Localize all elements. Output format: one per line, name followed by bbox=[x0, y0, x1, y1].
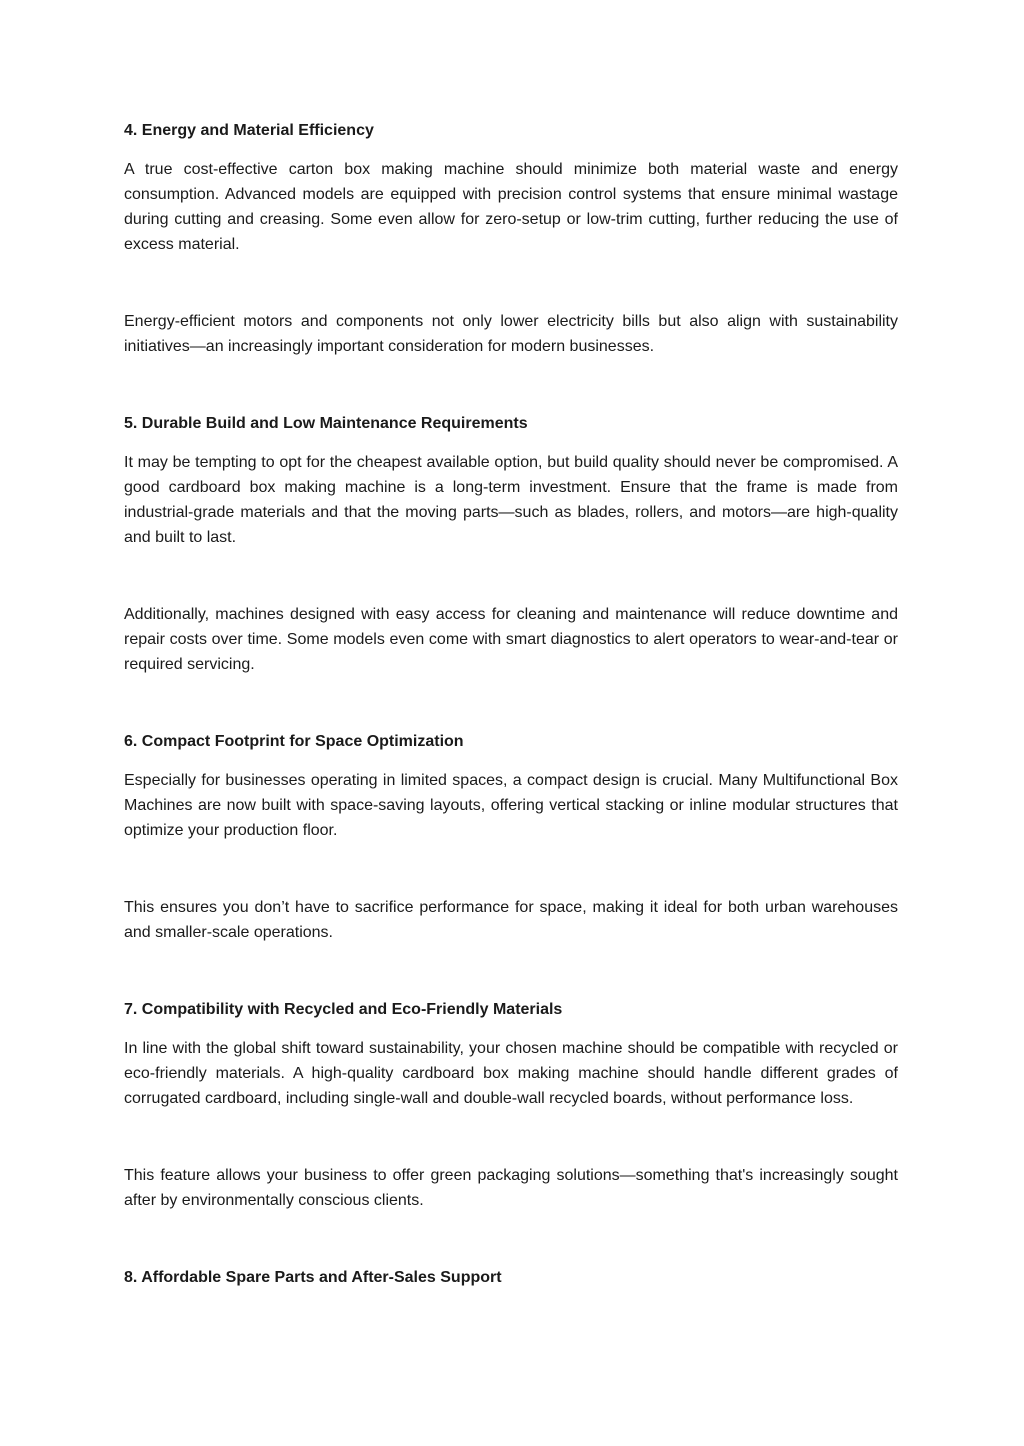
section-spare-parts bbox=[124, 1265, 898, 1290]
section-heading: 4. Energy and Material Efficiency bbox=[124, 122, 374, 139]
paragraph: This feature allows your business to offer green packaging solutions—something that's increasingly sought after by environmentally conscious clients. bbox=[124, 1167, 898, 1209]
paragraph: This ensures you don’t have to sacrifice performance for space, making it ideal for both urban warehouses and smaller-scale operations. bbox=[124, 899, 898, 941]
paragraph: Additionally, machines designed with easy access for cleaning and maintenance will reduce downtime and repair costs over time. Some models even come with smart diagnostics to alert operators to wear-and-tear or required servicing. bbox=[124, 606, 898, 673]
document-page bbox=[124, 118, 898, 1290]
paragraph: Especially for businesses operating in limited spaces, a compact design is crucial. Many Multifunctional Box Machines are now built with space-saving layouts, offering vertical stacking or inline modular structures that optimize your production floor. bbox=[124, 772, 898, 839]
section-heading: 8. Affordable Spare Parts and After-Sales Support bbox=[124, 1269, 502, 1286]
section-energy-efficiency bbox=[124, 118, 898, 359]
section-heading: 7. Compatibility with Recycled and Eco-Friendly Materials bbox=[124, 1001, 563, 1018]
paragraph: A true cost-effective carton box making machine should minimize both material waste and energy consumption. Advanced models are equipped with precision control systems that ensure minimal wastage during cutting and creasing. Some even allow for zero-setup or low-trim cutting, further reducing the use of excess material. bbox=[124, 161, 898, 253]
section-recycled-materials bbox=[124, 997, 898, 1213]
paragraph: It may be tempting to opt for the cheapest available option, but build quality should never be compromised. A good cardboard box making machine is a long-term investment. Ensure that the frame is made from industrial-grade materials and that the moving parts—such as blades, rollers, and motors—are high-quality and built to last. bbox=[124, 454, 898, 546]
section-durable-build bbox=[124, 411, 898, 677]
paragraph: In line with the global shift toward sustainability, your chosen machine should be compatible with recycled or eco-friendly materials. A high-quality cardboard box making machine should handle different grades of corrugated cardboard, including single-wall and double-wall recycled boards, without performance loss. bbox=[124, 1040, 898, 1107]
section-heading: 5. Durable Build and Low Maintenance Requirements bbox=[124, 415, 528, 432]
section-heading: 6. Compact Footprint for Space Optimization bbox=[124, 733, 464, 750]
section-compact-footprint bbox=[124, 729, 898, 945]
paragraph: Energy-efficient motors and components not only lower electricity bills but also align with sustainability initiatives—an increasingly important consideration for modern businesses. bbox=[124, 313, 898, 355]
